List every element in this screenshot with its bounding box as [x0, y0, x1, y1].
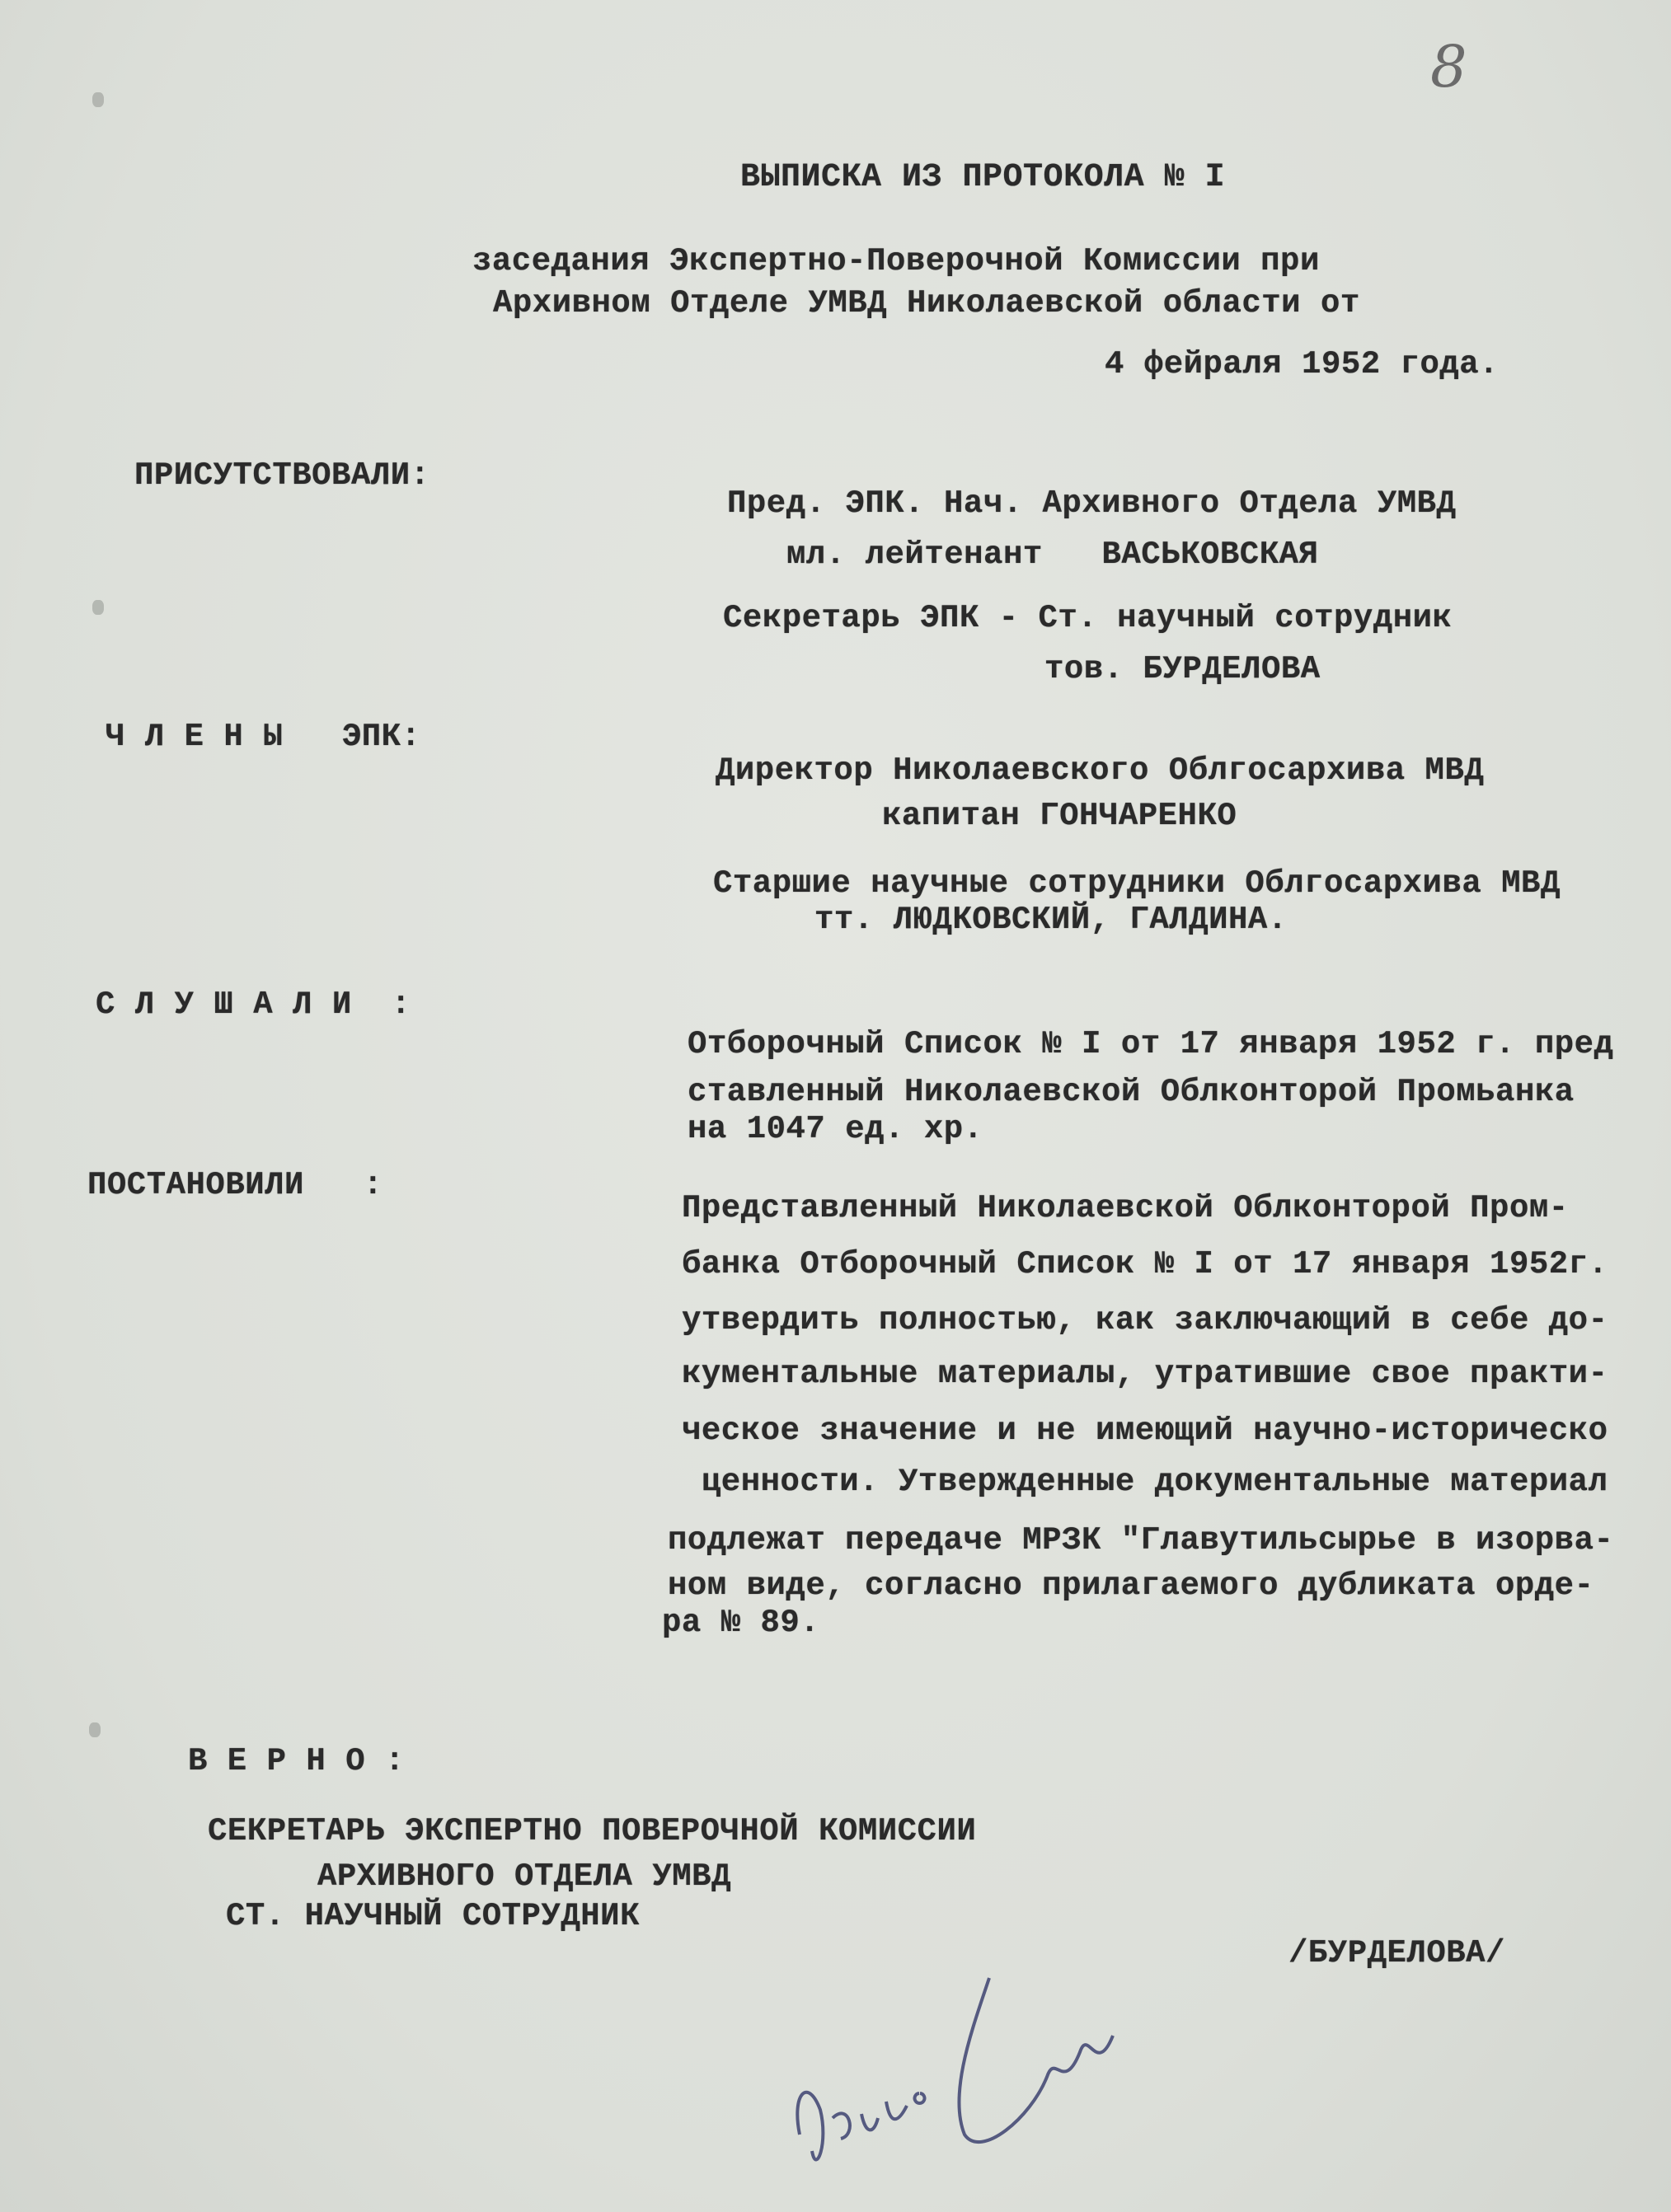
document-title: ВЫПИСКА ИЗ ПРОТОКОЛА № I	[740, 159, 1226, 196]
present-label: ПРИСУТСТВОВАЛИ:	[134, 457, 430, 494]
members-line: Директор Николаевского Облгосархива МВД	[716, 752, 1485, 789]
meeting-date: 4 фейраля 1952 года.	[1105, 346, 1500, 382]
heard-line: на 1047 ед. хр.	[688, 1111, 983, 1147]
certification-label: В Е Р Н О :	[188, 1743, 405, 1779]
hole-punch-mark	[92, 600, 104, 615]
resolved-line: кументальные материалы, утратившие свое практи-	[682, 1356, 1608, 1392]
resolved-line: утвердить полностью, как заключающий в себе до-	[682, 1302, 1608, 1338]
members-label: Ч Л Е Н Ы ЭПК:	[106, 719, 421, 755]
members-line: капитан ГОНЧАРЕНКО	[882, 798, 1237, 834]
members-line: Старшие научные сотрудники Облгосархива МВД	[713, 865, 1561, 902]
present-line: мл. лейтенант ВАСЬКОВСКАЯ	[786, 537, 1319, 573]
resolved-label: ПОСТАНОВИЛИ :	[87, 1167, 383, 1203]
members-line: тт. ЛЮДКОВСКИЙ, ГАЛДИНА.	[814, 902, 1288, 938]
signatory-name: /БУРДЕЛОВА/	[1288, 1935, 1505, 1971]
resolved-line: подлежат передаче МРЗК "Главутильсырье в изорва-	[668, 1522, 1614, 1558]
subtitle-line: Архивном Отделе УМВД Николаевской области от	[493, 285, 1360, 321]
certification-line: АРХИВНОГО ОТДЕЛА УМВД	[317, 1858, 731, 1895]
resolved-line: ческое значение и не имеющий научно-историческо	[682, 1413, 1608, 1449]
resolved-line: ра № 89.	[662, 1605, 820, 1641]
heard-line: Отборочный Список № I от 17 января 1952 г. пред	[688, 1026, 1614, 1062]
subtitle-line: заседания Экспертно-Поверочной Комиссии при	[472, 243, 1320, 279]
resolved-line: Представленный Николаевской Облконторой Пром-	[682, 1190, 1569, 1226]
page-number: 8	[1430, 33, 1467, 101]
present-line: Секретарь ЭПК - Ст. научный сотрудник	[723, 600, 1453, 636]
heard-label: С Л У Ш А Л И :	[96, 986, 411, 1023]
present-line: тов. БУРДЕЛОВА	[1044, 651, 1321, 687]
certification-line: СТ. НАУЧНЫЙ СОТРУДНИК	[226, 1898, 640, 1934]
heard-line: ставленный Николаевской Облконторой Промьанка	[688, 1074, 1575, 1110]
present-line: Пред. ЭПК. Нач. Архивного Отдела УМВД	[727, 485, 1457, 522]
resolved-line: ном виде, согласно прилагаемого дубликата орде-	[668, 1568, 1594, 1604]
handwritten-signature	[783, 1928, 1129, 2192]
resolved-line: банка Отборочный Список № I от 17 января 1952г.	[682, 1246, 1608, 1282]
certification-line: СЕКРЕТАРЬ ЭКСПЕРТНО ПОВЕРОЧНОЙ КОМИССИИ	[208, 1813, 977, 1849]
signature-icon	[783, 1928, 1129, 2192]
hole-punch-mark	[92, 92, 104, 107]
hole-punch-mark	[89, 1722, 101, 1737]
resolved-line: ценности. Утвержденные документальные материал	[682, 1464, 1608, 1500]
